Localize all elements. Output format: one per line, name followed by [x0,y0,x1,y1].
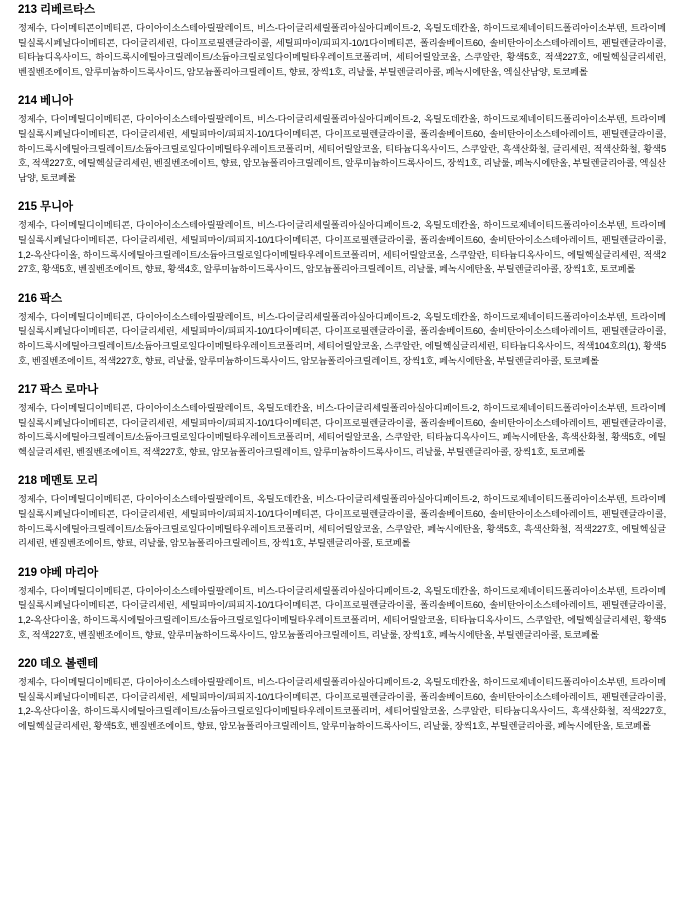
entry-heading [18,291,666,307]
entry-heading [18,565,666,581]
list-item [18,199,666,276]
entry-heading [18,199,666,215]
entry-heading [18,382,666,398]
entry-name: 팍스 [40,292,63,305]
list-item [18,473,666,550]
entry-number: 214 [18,95,37,108]
entry-heading [18,93,666,109]
entry-heading [18,656,666,672]
entry-name: 베니아 [40,95,74,108]
entry-number: 220 [18,658,37,671]
entry-ingredients: 정제수, 다이메틸디이메티콘, 다이아이소스테아릴팔레이트, 옥틸도데칸올, 비스-다이글리세릴폴리아실아디페이트-2, 하이드로제네이티드폴리아이소부텐, 트라이메틸실록시페닐다이메티콘, 다이글리세린, 세틸피마이/피피지-10/1다이메티콘, 다이프로필렌글라이콜, 폴리솔베이트60, 솔비탄아이소스테아레이트, 펜틸렌글라이콜, 하이드록시에틸아크릴레이트/소듐아크릴로일다이메틸타우레이트코폴리머, 세티어릴알코올, 스쿠알란, 페녹시에탄올, 황색5호, 흑색산화철, 적색227호, 에틸헥실글리세린, 벤질벤조에이트, 향료, 리날룰, 암모늄폴리아크릴레이트, 장씩1호, 부틸렌글리아콜, 토코페롤 [18,494,666,549]
entry-number: 218 [18,475,37,488]
entry-number: 219 [18,566,37,579]
entry-heading [18,473,666,489]
list-item [18,2,666,79]
entry-number: 213 [18,4,37,16]
entry-number: 216 [18,292,37,305]
entry-ingredients: 정제수, 다이메티콘이메티콘, 다이아이소스테아릴팔레이트, 비스-다이글리세릴폴리아실아디페이트-2, 옥틸도데칸올, 하이드로제네이티드폴리아이소부텐, 트라이메틸실록시페닐다이메티콘, 다이글리세린, 다이프로필렌글라이콜, 세틸피마이/피피지-10/1다이메티콘, 폴리솔베이트60, 솔비탄아이소스테아레이트, 펜틸렌글라이콜, 티타늄디옥사이드, 하이드록시에틸아크릴레이트/소듐아크릴로일다이메틸타우레이트코폴리머, 세티어릴알코올, 스쿠알란, 황색5호, 적색227호, 에틸헥실글리세린, 벤질벤조에이트, 알루미늄하이드록사이드, 암모늄폴리아크릴레이트, 향료, 장씩1호, 리날룰, 부틸렌글리아콜, 페녹시에탄올, 엑실산남양, 토코페롤 [18,23,666,77]
entry-name: 메멘토 모리 [40,475,99,488]
entry-heading [18,2,666,18]
entry-ingredients: 정제수, 다이메틸디이메티콘, 다이아이소스테아릴팔레이트, 비스-다이글리세릴폴리아실아디페이트-2, 옥틸도데칸올, 하이드로제네이티드폴리아이소부텐, 트라이메틸실록시페닐다이메티콘, 다이글리세린, 세틸피마이/피피지-10/1다이메티콘, 다이프로필렌글라이콜, 폴리솔베이트60, 솔비탄아이소스테아레이트, 펜틸렌글라이콜, 하이드록시에틸아크릴레이트/소듐아크릴로일다이메틸타우레이트코폴리머, 세티어릴알코올, 티타늄디옥사이드, 스쿠알란, 흑색산화철, 글리세린, 적색산화철, 황색5호, 적색227호, 에틸헥실글리세린, 벤질벤조에이트, 향료, 암모늄폴리아크릴레이트, 알루미늄하이드록사이드, 장씩1호, 리날룰, 페녹시에탄올, 부틸렌글리아콜, 엑실산남양, 토코페롤 [18,114,666,183]
list-item [18,291,666,368]
entry-name: 리베르타스 [40,4,96,16]
entry-ingredients: 정제수, 다이메틸디이메티콘, 다이아이소스테아릴팔레이트, 비스-다이글리세릴폴리아실아디페이트-2, 옥틸도데칸올, 하이드로제네이티드폴리아이소부텐, 트라이메틸실록시페닐다이메티콘, 다이글리세린, 세틸피마이/피피지-10/1다이메티콘, 다이프로필렌글라이콜, 폴리솔베이트60, 솔비탄아이소스테아레이트, 펜틸렌글라이콜, 1,2-옥산다이올, 하이드록시에틸아크릴레이트/소듐아크릴로일다이메틸타우레이트코폴리머, 세티어릴알코올, 스쿠알란, 티타늄디옥사이드, 흑색산화철, 적색227호, 에틸헥실글리세린, 황색5호, 벤질벤조에이트, 향료, 암모늄폴리아크릴레이트, 알루미늄하이드록사이드, 리날룰, 장씩1호, 부틸렌글리아콜, 페녹시에탄올, 토코페롤 [18,677,666,731]
list-item [18,656,666,733]
entry-name: 팍스 로마나 [40,384,99,397]
entry-name: 야베 마리아 [40,566,99,579]
entry-number: 217 [18,384,37,397]
entry-ingredients: 정제수, 다이메틸디이메티콘, 다이아이소스테아릴팔레이트, 옥틸도데칸올, 비스-다이글리세릴폴리아실아디페이트-2, 하이드로제네이티드폴리아이소부텐, 트라이메틸실록시페닐다이메티콘, 다이글리세린, 세틸피마이/피피지-10/1다이메티콘, 다이프로필렌글라이콜, 폴리솔베이트60, 솔비탄아이소스테아레이트, 펜틸렌글라이콜, 하이드록시에틸아크릴레이트/소듐아크릴로일다이메틸타우레이트코폴리머, 세티어릴알코올, 스쿠알란, 티타늄디옥사이드, 페녹시에탄올, 흑색산화철, 황색5호, 에틸헥실글리세린, 벤질벤조에이트, 적색227호, 향료, 암모늄폴리아크릴레이트, 알루미늄하이드록사이드, 리날룰, 부틸렌글리아콜, 장씩1호, 토코페롤 [18,403,666,457]
entry-number: 215 [18,201,37,214]
entry-ingredients: 정제수, 다이메틸디이메티콘, 다이아이소스테아릴팔레이트, 비스-다이글리세릴폴리아실아디페이트-2, 옥틸도데칸올, 하이드로제네이티드폴리아이소부텐, 트라이메틸실록시페닐다이메티콘, 다이글리세린, 세틸피마이/피피지-10/1다이메티콘, 다이프로필렌글라이콜, 폴리솔베이트60, 솔비탄아이소스테아레이트, 펜틸렌글라이콜, 1,2-옥산다이올, 하이드록시에틸아크릴레이트/소듐아크릴로일다이메틸타우레이트코폴리머, 세티어릴알코올, 스쿠알란, 티타늄디옥사이드, 에틸헥실글리세린, 적색227호, 황색5호, 벤질벤조에이트, 향료, 황색4호, 알루미늄하이드록사이드, 암모늄폴리아크릴레이트, 리날룰, 페녹시에탄올, 부틸렌글리아콜, 장씩1호, 토코페롤 [18,220,666,275]
entry-ingredients: 정제수, 다이메틸디이메티콘, 다이아이소스테아릴팔레이트, 비스-다이글리세릴폴리아실아디페이트-2, 옥틸도데칸올, 하이드로제네이티드폴리아이소부텐, 트라이메틸실록시페닐다이메티콘, 다이글리세린, 세틸피마이/피피지-10/1다이메티콘, 다이프로필렌글라이콜, 폴리솔베이트60, 솔비탄아이소스테아레이트, 펜틸렌글라이콜, 하이드록시에틸아크릴레이트/소듐아크릴로일다이메틸타우레이트코폴리머, 세티어릴알코올, 스쿠알란, 에틸헥실글리세린, 티타늄디옥사이드, 적색104호의(1), 황색5호, 벤질벤조에이트, 적색227호, 향료, 리날룰, 알루미늄하이드록사이드, 암모늄폴리아크릴레이트, 장씩1호, 페녹시에탄올, 부틸렌글리아콜, 토코페롤 [18,311,666,366]
entry-ingredients: 정제수, 다이메틸디이메티콘, 다이아이소스테아릴팔레이트, 비스-다이글리세릴폴리아실아디페이트-2, 옥틸도데칸올, 하이드로제네이티드폴리아이소부텐, 트라이메틸실록시페닐다이메티콘, 다이글리세린, 세틸피마이/피피지-10/1다이메티콘, 다이프로필렌글라이콜, 폴리솔베이트60, 솔비탄아이소스테아레이트, 펜틸렌글라이콜, 1,2-옥산다이올, 하이드록시에틸아크릴레이트/소듐아크릴로일다이메틸타우레이트코폴리머, 세티어릴알코올, 티타늄디옥사이드, 스쿠알란, 에틸헥실글리세린, 황색5호, 적색227호, 벤질벤조에이트, 향료, 알루미늄하이드록사이드, 암모늄폴리아크릴레이트, 리날룰, 장씩1호, 페녹시에탄올, 부틸렌글리아콜, 토코페롤 [18,585,666,640]
entry-name: 무니아 [40,201,74,214]
list-item [18,565,666,642]
list-item [18,93,666,185]
list-item [18,382,666,459]
entry-name: 데오 볼렌테 [40,658,99,671]
